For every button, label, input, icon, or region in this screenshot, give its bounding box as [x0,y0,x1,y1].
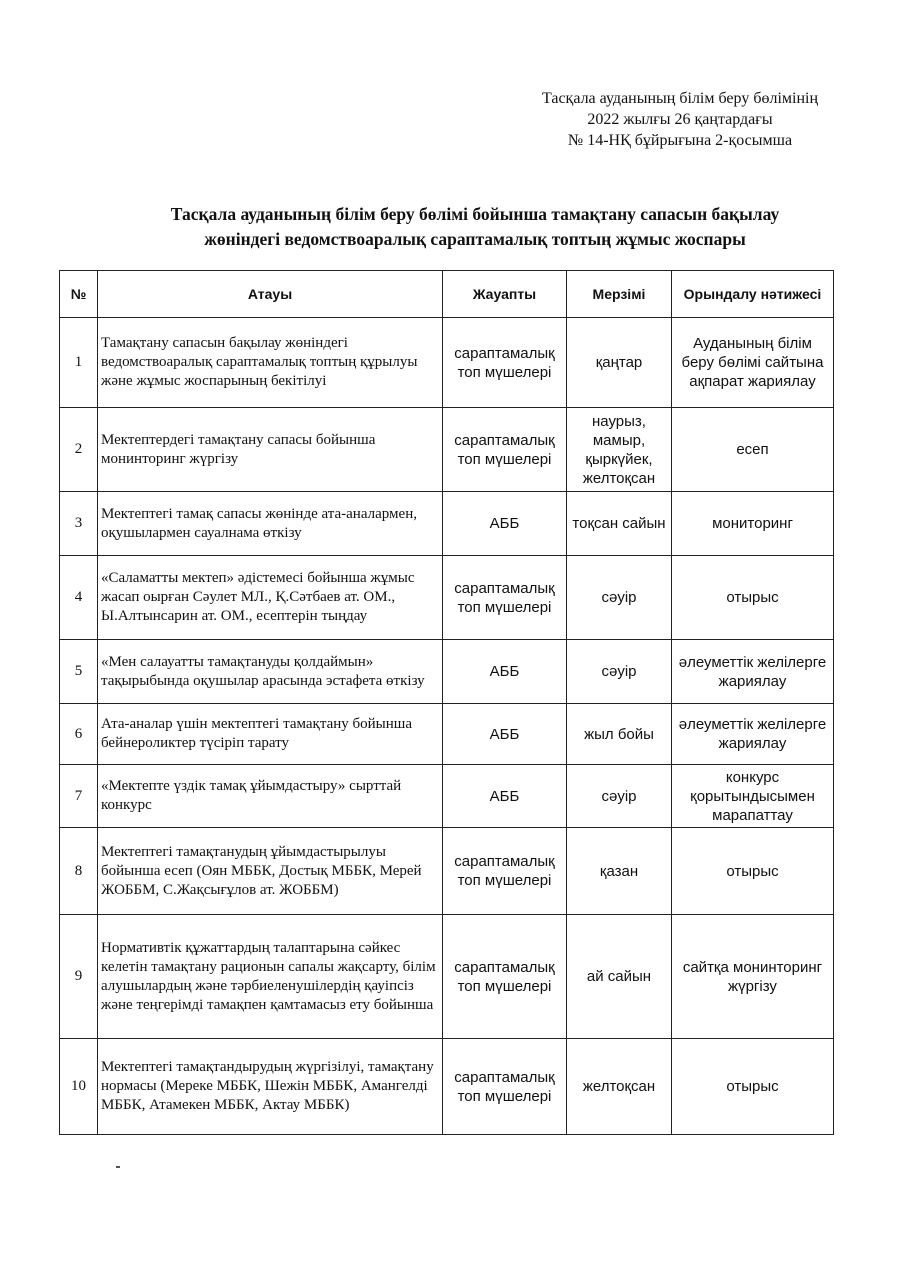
cell-name: Мектептегі тамақтандырудың жүргізілуі, тамақтану нормасы (Мереке МББК, Шежін МББК, Амангелді МББК, Атамекен МББК, Актау МББК) [98,1039,443,1135]
cell-name: «Мектепте үздік тамақ ұйымдастыру» сырттай конкурс [98,765,443,828]
cell-num: 3 [60,492,98,556]
cell-result: сайтқа монинторинг жүргізу [672,915,834,1039]
cell-num: 5 [60,640,98,704]
cell-term: сәуір [567,640,672,704]
table-row [60,492,834,556]
cell-responsible: сараптамалық топ мүшелері [443,1039,567,1135]
cell-responsible: АББ [443,704,567,765]
header-num: № [60,271,98,318]
header-responsible: Жауапты [443,271,567,318]
header-name: Атауы [98,271,443,318]
cell-num: 1 [60,318,98,408]
approval-line-2: 2022 жылғы 26 қаңтардағы [587,111,773,128]
cell-name: Нормативтік құжаттардың талаптарына сәйкес келетін тамақтану рационын сапалы жақсарту, білім алушылардың және тәрбиеленушілердің қауіпсіз және теңгерімді тамақпен қамтамасыз ету бойынша [98,915,443,1039]
cell-term: қаңтар [567,318,672,408]
table-row [60,556,834,640]
cell-responsible: сараптамалық топ мүшелері [443,828,567,915]
table-row [60,915,834,1039]
cell-term: желтоқсан [567,1039,672,1135]
cell-responsible: сараптамалық топ мүшелері [443,408,567,492]
cell-num: 4 [60,556,98,640]
cell-name: Мектептегі тамақ сапасы жөнінде ата-аналармен, оқушылармен сауалнама өткізу [98,492,443,556]
cell-num: 8 [60,828,98,915]
cell-responsible: АББ [443,765,567,828]
cell-result: әлеуметтік желілерге жариялау [672,704,834,765]
cell-term: сәуір [567,556,672,640]
work-plan-table [59,270,834,1135]
cell-name: Ата-аналар үшін мектептегі тамақтану бойынша бейнероликтер түсіріп тарату [98,704,443,765]
stray-mark [116,1166,120,1168]
approval-line-1: Тасқала ауданының білім беру бөлімінің [541,90,819,107]
approval-note [470,88,890,151]
table-row [60,765,834,828]
cell-num: 7 [60,765,98,828]
cell-num: 6 [60,704,98,765]
cell-num: 9 [60,915,98,1039]
cell-result: отырыс [672,556,834,640]
cell-result: отырыс [672,828,834,915]
cell-result: отырыс [672,1039,834,1135]
cell-result: конкурс қорытындысымен марапаттау [672,765,834,828]
cell-name: «Мен салауатты тамақтануды қолдаймын» тақырыбында оқушылар арасында эстафета өткізу [98,640,443,704]
cell-term: ай сайын [567,915,672,1039]
cell-responsible: сараптамалық топ мүшелері [443,556,567,640]
header-result: Орындалу нәтижесі [672,271,834,318]
table-row [60,318,834,408]
cell-name: Мектептегі тамақтанудың ұйымдастырылуы бойынша есеп (Оян МББК, Достық МББК, Мерей ЖОББМ, С.Жақсығұлов ат. ЖОББМ) [98,828,443,915]
table-row [60,640,834,704]
cell-result: әлеуметтік желілерге жариялау [672,640,834,704]
approval-line-3: № 14-НҚ бұйрығына 2-қосымша [567,132,793,149]
cell-term: сәуір [567,765,672,828]
cell-responsible: АББ [443,640,567,704]
cell-num: 10 [60,1039,98,1135]
cell-result: Ауданының білім беру бөлімі сайтына ақпарат жариялау [672,318,834,408]
cell-term: тоқсан сайын [567,492,672,556]
document-title [60,202,890,252]
cell-responsible: сараптамалық топ мүшелері [443,915,567,1039]
cell-responsible: АББ [443,492,567,556]
cell-name: Тамақтану сапасын бақылау жөніндегі ведомствоаралық сараптамалық топтың құрылуы және жұмыс жоспарының бекітілуі [98,318,443,408]
title-line-2: жөніндегі ведомствоаралық сараптамалық топтың жұмыс жоспары [204,229,746,249]
header-term: Мерзімі [567,271,672,318]
table-row [60,1039,834,1135]
title-line-1: Тасқала ауданының білім беру бөлімі бойынша тамақтану сапасын бақылау [170,204,780,224]
table-header-row [60,271,834,318]
cell-responsible: сараптамалық топ мүшелері [443,318,567,408]
table-row [60,704,834,765]
cell-term: наурыз, мамыр, қыркүйек, желтоқсан [567,408,672,492]
cell-term: қазан [567,828,672,915]
table-row [60,828,834,915]
cell-num: 2 [60,408,98,492]
cell-result: мониторинг [672,492,834,556]
cell-result: есеп [672,408,834,492]
cell-name: Мектептердегі тамақтану сапасы бойынша монинторинг жүргізу [98,408,443,492]
cell-term: жыл бойы [567,704,672,765]
cell-name: «Саламатты мектеп» әдістемесі бойынша жұмыс жасап оырған Сәулет МЛ., Қ.Сәтбаев ат. ОМ., Ы.Алтынсарин ат. ОМ., есептерін тыңдау [98,556,443,640]
table-row [60,408,834,492]
